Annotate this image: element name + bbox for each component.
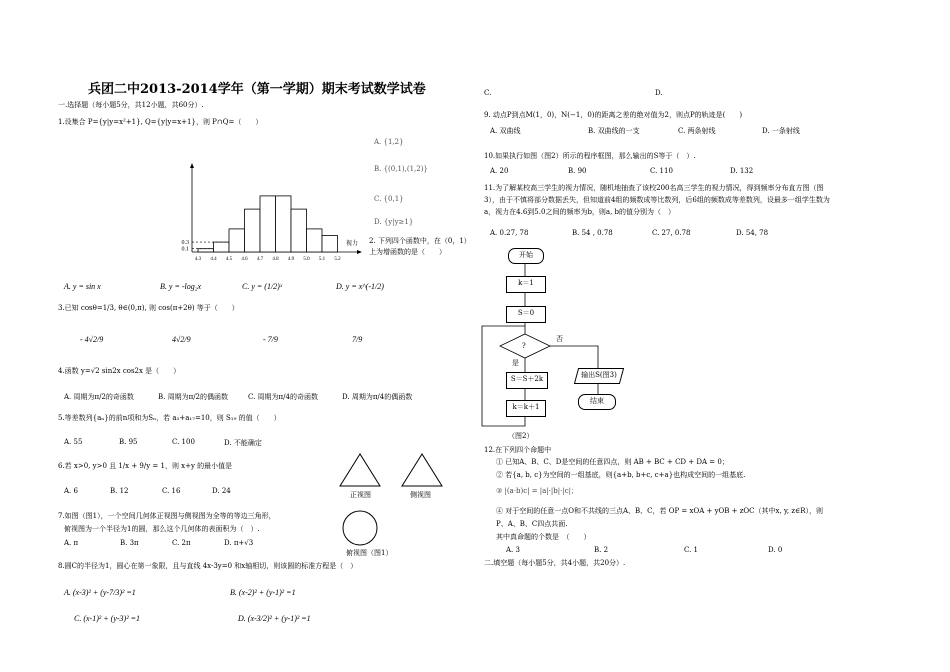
q6-option-c: C. 16 [162, 487, 181, 495]
q2-option-a: A. y = sin x [64, 282, 101, 291]
side-view-triangle [402, 454, 442, 486]
y-tick-label: 0.1 [181, 246, 189, 253]
q7-option-c: C. 2π [172, 539, 191, 547]
histogram-bar [229, 229, 245, 252]
x-axis-arrow [357, 250, 362, 254]
q12-count-prompt: 其中真命题的个数是 （ ） [496, 533, 591, 541]
q4-option-d: D. 周期为π/4的偶函数 [342, 393, 413, 401]
question-1-stem: 1.设集合 P={y|y=x²+1}, Q={y|y=x+1}，则 P∩Q=（ ） [58, 118, 263, 126]
y-axis-arrow [190, 163, 194, 168]
q8-option-b: B. (x-2)² + (y-1)² =1 [230, 588, 296, 597]
x-axis-label: 视力 [345, 241, 359, 247]
flow-init-s: S＝0 [506, 306, 546, 323]
y-tick-label: 0.3 [181, 240, 189, 247]
question-10-stem: 10.如果执行如图（图2）所示的程序框图，那么输出的S等于（ ）. [484, 152, 696, 160]
q2-option-c: C. y = (1/2)ˣ [242, 282, 283, 291]
q7-option-a: A. π [64, 539, 79, 547]
question-11-line1: 11.为了解某校高三学生的视力情况，随机地抽查了该校200名高三学生的视力情况，得到频率分布直方图（图 [484, 184, 824, 192]
front-view-label: 正视图 [350, 491, 371, 499]
q3-option-d: 7/9 [352, 335, 363, 344]
histogram-bar [260, 196, 276, 252]
q12-item-4-cont: P、A、B、C四点共面. [496, 520, 568, 528]
q11-option-b: B. 54 , 0.78 [572, 229, 613, 237]
q10-option-c: C. 110 [650, 167, 673, 175]
histogram-bar [307, 229, 323, 252]
flow-start: 开始 [508, 248, 544, 264]
q5-option-b: B. 95 [119, 438, 138, 446]
q6-option-b: B. 12 [110, 487, 129, 495]
x-tick-label: 5.0 [303, 257, 310, 262]
x-tick-label: 4.6 [241, 257, 248, 262]
q12-option-d: D. 0 [768, 546, 783, 554]
q11-option-c: C. 27, 0.78 [652, 229, 691, 237]
question-11-line2: 3），由于不慎将部分数据丢失，但知道前4组的频数成等比数列，后6组的频数成等差数列，设最多一组学生数为 [484, 196, 830, 204]
histogram-bar [291, 209, 307, 252]
q8-option-d: D. (x-3/2)² + (y-1)² =1 [238, 614, 311, 623]
q7-option-b: B. 3π [120, 539, 139, 547]
flowchart-caption: （图2） [508, 432, 534, 440]
top-view-circle [343, 511, 377, 545]
histogram-bar [214, 242, 230, 252]
x-tick-label: 5.2 [334, 257, 341, 262]
q3-option-c: - 7/9 [263, 335, 278, 344]
q1-option-d: D. {y|y≥1} [374, 218, 414, 226]
flow-output-label: 输出S(图3) [581, 371, 617, 379]
three-view-figure [336, 452, 456, 562]
q12-item-2: ② 若{a, b, c}为空间的一组基底，则{a+b, b+c, c+a}也构成空间的一组基底. [496, 471, 746, 479]
q12-option-a: A. 3 [506, 546, 520, 554]
section-heading-choice: 一.选择题（每小题5分，共12小题，共60分）. [58, 101, 204, 109]
q8-option-a: A. (x-3)² + (y-7/3)² =1 [64, 588, 136, 597]
q4-option-a: A. 周期为π/2的奇函数 [64, 393, 134, 401]
flow-update-s: S＝S＋2k [506, 372, 548, 389]
q12-item-4: ④ 对于空间的任意一点O和不共线的三点A、B、C，若 OP = xOA + yOB + zOC（其中x, y, z∈R），则 [496, 507, 824, 515]
q3-option-b: 4√2/9 [172, 335, 191, 344]
q2-option-d: D. y = x^(-1/2) [336, 282, 384, 291]
histogram-bar [276, 196, 292, 252]
section-heading-fill: 二.填空题（每小题5分，共4小题，共20分）. [484, 559, 626, 567]
side-view-label: 侧视图 [410, 491, 431, 499]
flow-init-k: k＝1 [506, 276, 546, 293]
q3-option-a: - 4√2/9 [80, 335, 104, 344]
q1-option-c: C. {0,1} [374, 195, 404, 203]
q12-item-1: ① 已知A、B、C、D是空间的任意四点，则 AB + BC + CD + DA = 0； [496, 458, 729, 466]
question-4-stem: 4.函数 y=√2 sin2x cos2x 是（ ） [58, 367, 181, 375]
q10-option-a: A. 20 [490, 167, 509, 175]
x-tick-label: 4.8 [272, 257, 279, 262]
exam-title: 兵团二中2013-2014学年（第一学期）期末考试数学试卷 [88, 82, 426, 97]
question-11-line3: a，视力在4.6到5.0之间的频率为b，则a, b的值分别为（ ） [484, 208, 676, 216]
q5-option-d: D. 不能确定 [224, 439, 262, 447]
q12-option-b: B. 2 [594, 546, 609, 554]
q8-option-c: C. (x-1)² + (y-3)² =1 [74, 614, 141, 623]
flow-increment-k: k＝k＋1 [506, 400, 546, 417]
q9-option-b: B. 双曲线的一支 [588, 127, 640, 135]
question-3-stem: 3.已知 cosθ=1/3, θ∈(0,π), 则 cos(π+2θ) 等于（ ） [58, 304, 239, 312]
front-view-triangle [340, 454, 380, 486]
flow-yes-label: 是 [512, 359, 519, 367]
question-8-stem: 8.圆C的半径为1，圆心在第一象限，且与直线 4x-3y=0 和x轴相切，则该圆的标准方程是（ ） [58, 562, 358, 570]
q5-option-c: C. 100 [172, 438, 195, 446]
x-tick-label: 4.3 [194, 257, 202, 262]
flow-end: 结束 [578, 394, 616, 410]
question-7-stem-line2: 俯视图为一个半径为1的圆，那么这个几何体的表面积为（ ）. [64, 525, 260, 533]
question-12-stem: 12.在下列四个命题中 [484, 446, 552, 454]
q1-option-b: B. {(0,1),(1,2)} [374, 165, 428, 173]
q8-cont-c: C. [484, 89, 492, 97]
q12-item-3: ③ |(a·b)c| = |a|·|b|·|c|； [496, 487, 578, 495]
histogram-bar [322, 236, 338, 253]
q12-option-c: C. 1 [684, 546, 699, 554]
q2-option-b: B. y = -log₂x [160, 282, 202, 291]
question-7-stem-line1: 7.如图（图1），一个空间几何体正视图与侧视图为全等的等边三角形， [58, 512, 276, 520]
q7-option-d: D. π+√3 [224, 539, 254, 547]
histogram-bar [245, 209, 261, 252]
flow-condition: ? [522, 342, 526, 350]
q9-option-c: C. 两条射线 [678, 127, 716, 135]
top-view-label: 俯视图（图1） [346, 549, 393, 557]
q4-option-c: C. 周期为π/4的奇函数 [248, 393, 318, 401]
q9-option-a: A. 双曲线 [490, 127, 521, 135]
q1-option-a: A. {1,2} [374, 138, 404, 146]
q11-option-a: A. 0.27, 78 [490, 229, 529, 237]
flowchart-lines [470, 240, 670, 440]
q6-option-d: D. 24 [212, 487, 231, 495]
histogram-bar [198, 249, 214, 252]
x-tick-label: 4.9 [287, 257, 295, 262]
frequency-histogram [170, 160, 370, 270]
flow-no-label: 否 [556, 335, 563, 343]
q8-cont-d: D. [655, 89, 663, 97]
question-2-stem: 2. 下列四个函数中，在（0，1）上为增函数的是（ ） [369, 237, 468, 256]
q10-option-d: D. 132 [730, 167, 754, 175]
x-tick-label: 5.1 [318, 257, 326, 262]
x-tick-label: 4.5 [225, 257, 233, 262]
q9-option-d: D. 一条射线 [762, 127, 800, 135]
q6-option-a: A. 6 [64, 487, 78, 495]
x-tick-label: 4.4 [210, 257, 217, 262]
q11-option-d: D. 54, 78 [736, 229, 769, 237]
q5-option-a: A. 55 [64, 438, 83, 446]
question-9-stem: 9. 动点P到点M(1，0)，N(−1，0)的距离之差的绝对值为2，则点P的轨迹是( ) [484, 111, 743, 119]
x-tick-label: 4.7 [256, 257, 264, 262]
question-6-stem: 6.若 x>0, y>0 且 1/x + 9/y = 1，则 x+y 的最小值是 [58, 462, 233, 470]
q10-option-b: B. 90 [568, 167, 587, 175]
question-5-stem: 5.等差数列{aₙ}的前n项和为Sₙ，若 a₃+a₁₇=10，则 S₁₉ 的值（ ） [58, 414, 281, 422]
q4-option-b: B. 周期为π/2的偶函数 [158, 393, 229, 401]
flow-output [574, 368, 624, 384]
